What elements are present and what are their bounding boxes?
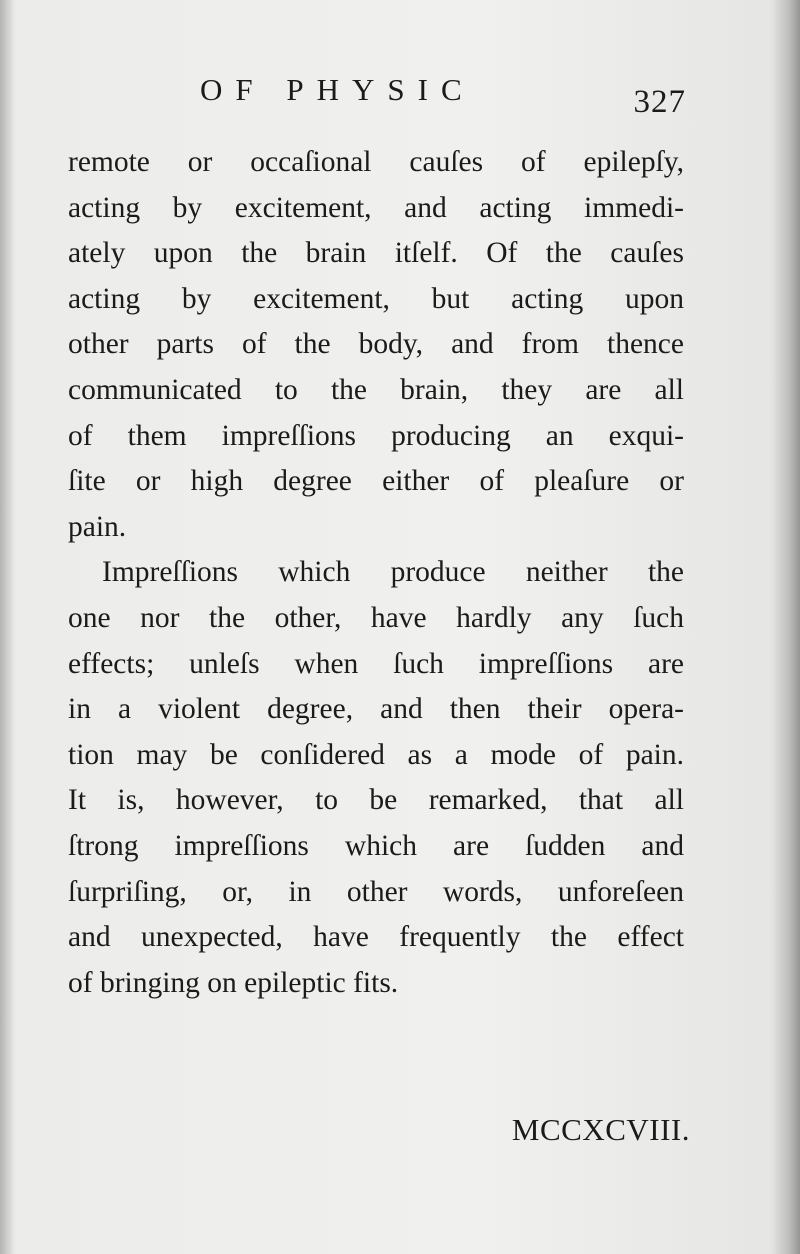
text-line: other parts of the body, and from thence <box>68 328 684 361</box>
text-line: acting by excitement, but acting upon <box>68 282 684 315</box>
text-line: tion may be conſidered as a mode of pain. <box>68 738 684 771</box>
text-line: communicated to the brain, they are all <box>68 373 684 406</box>
text-line: acting by excitement, and acting immedi- <box>68 191 684 224</box>
text-line: of bringing on epileptic fits. <box>68 966 399 999</box>
paragraph-first-line: Impreſſions which produce neither the <box>102 556 684 589</box>
text-line: and unexpected, have frequently the effect <box>68 921 684 954</box>
text-line: ſurpriſing, or, in other words, unforeſeen <box>68 875 684 908</box>
body-text <box>68 140 684 1006</box>
page-edge-shadow <box>772 0 800 1254</box>
text-line: remote or occaſional cauſes of epilepſy, <box>68 146 684 178</box>
text-line: ately upon the brain itſelf. Of the cauſes <box>68 237 684 270</box>
running-head: OF PHYSIC <box>200 72 475 107</box>
text-line: effects; unleſs when ſuch impreſſions are <box>68 647 684 680</box>
page-gutter-shadow <box>0 0 14 1254</box>
text-line: pain. <box>68 510 127 543</box>
text-line: in a violent degree, and then their opera- <box>68 693 684 726</box>
text-line: ſtrong impreſſions which are ſudden and <box>68 829 684 862</box>
catchword: MCCXCVIII. <box>511 1112 690 1147</box>
text-line: of them impreſſions producing an exqui- <box>68 419 684 452</box>
page-number: 327 <box>633 84 686 120</box>
text-line: ſite or high degree either of pleaſure or <box>68 465 684 498</box>
text-line: one nor the other, have hardly any ſuch <box>68 601 684 634</box>
text-line: It is, however, to be remarked, that all <box>68 784 684 817</box>
page-header <box>66 72 686 122</box>
